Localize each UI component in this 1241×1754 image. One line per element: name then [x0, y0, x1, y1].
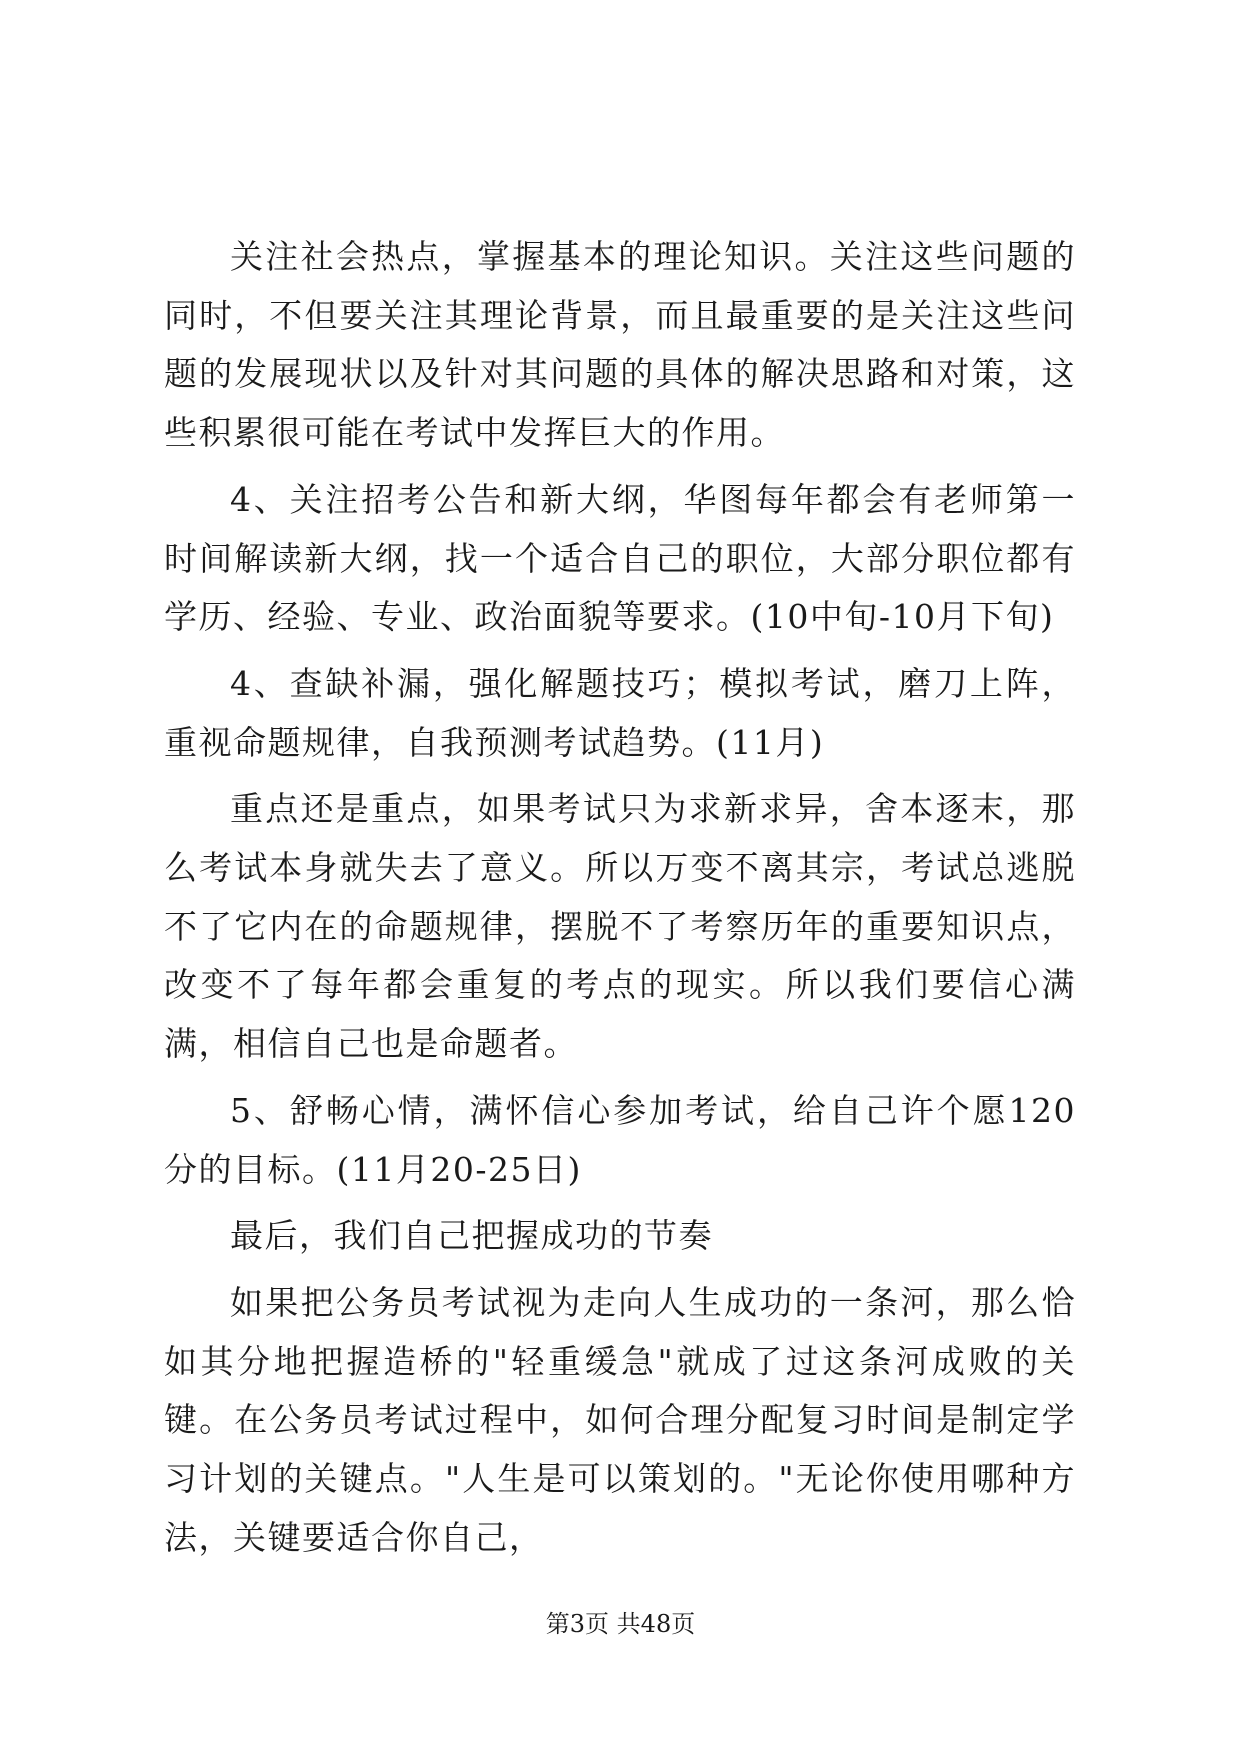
paragraph-river-metaphor: 如果把公务员考试视为走向人生成功的一条河，那么恰如其分地把握造桥的"轻重缓急"就成了过这条河成败的关键。在公务员考试过程中，如何合理分配复习时间是制定学习计划的关键点。"人生是可以策划的。"无论你使用哪种方法，关键要适合你自己，	[164, 1282, 1076, 1557]
paragraph-confidence: 5、舒畅心情，满怀信心参加考试，给自己许个愿120分的目标。(11月20-25日)	[164, 1090, 1076, 1189]
paragraph-exam-announcement: 4、关注招考公告和新大纲，华图每年都会有老师第一时间解读新大纲，找一个适合自己的职位，大部分职位都有学历、经验、专业、政治面貌等要求。(10中旬-10月下旬)	[164, 479, 1076, 637]
paragraph-rhythm-heading: 最后，我们自己把握成功的节奏	[230, 1216, 713, 1256]
paragraph-key-points: 重点还是重点，如果考试只为求新求异，舍本逐末，那么考试本身就失去了意义。所以万变不离其宗，考试总逃脱不了它内在的命题规律，摆脱不了考察历年的重要知识点，改变不了每年都会重复的考点的现实。所以我们要信心满满，相信自己也是命题者。	[164, 789, 1076, 1064]
paragraph-hot-topics: 关注社会热点，掌握基本的理论知识。关注这些问题的同时，不但要关注其理论背景，而且最重要的是关注这些问题的发展现状以及针对其问题的具体的解决思路和对策，这些积累很可能在考试中发挥巨大的作用。	[164, 237, 1076, 453]
page-footer: 第3页 共48页	[545, 1610, 696, 1638]
paragraph-review-gaps: 4、查缺补漏，强化解题技巧；模拟考试，磨刀上阵，重视命题规律，自我预测考试趋势。(11月)	[164, 663, 1076, 762]
document-body	[164, 228, 1076, 1575]
